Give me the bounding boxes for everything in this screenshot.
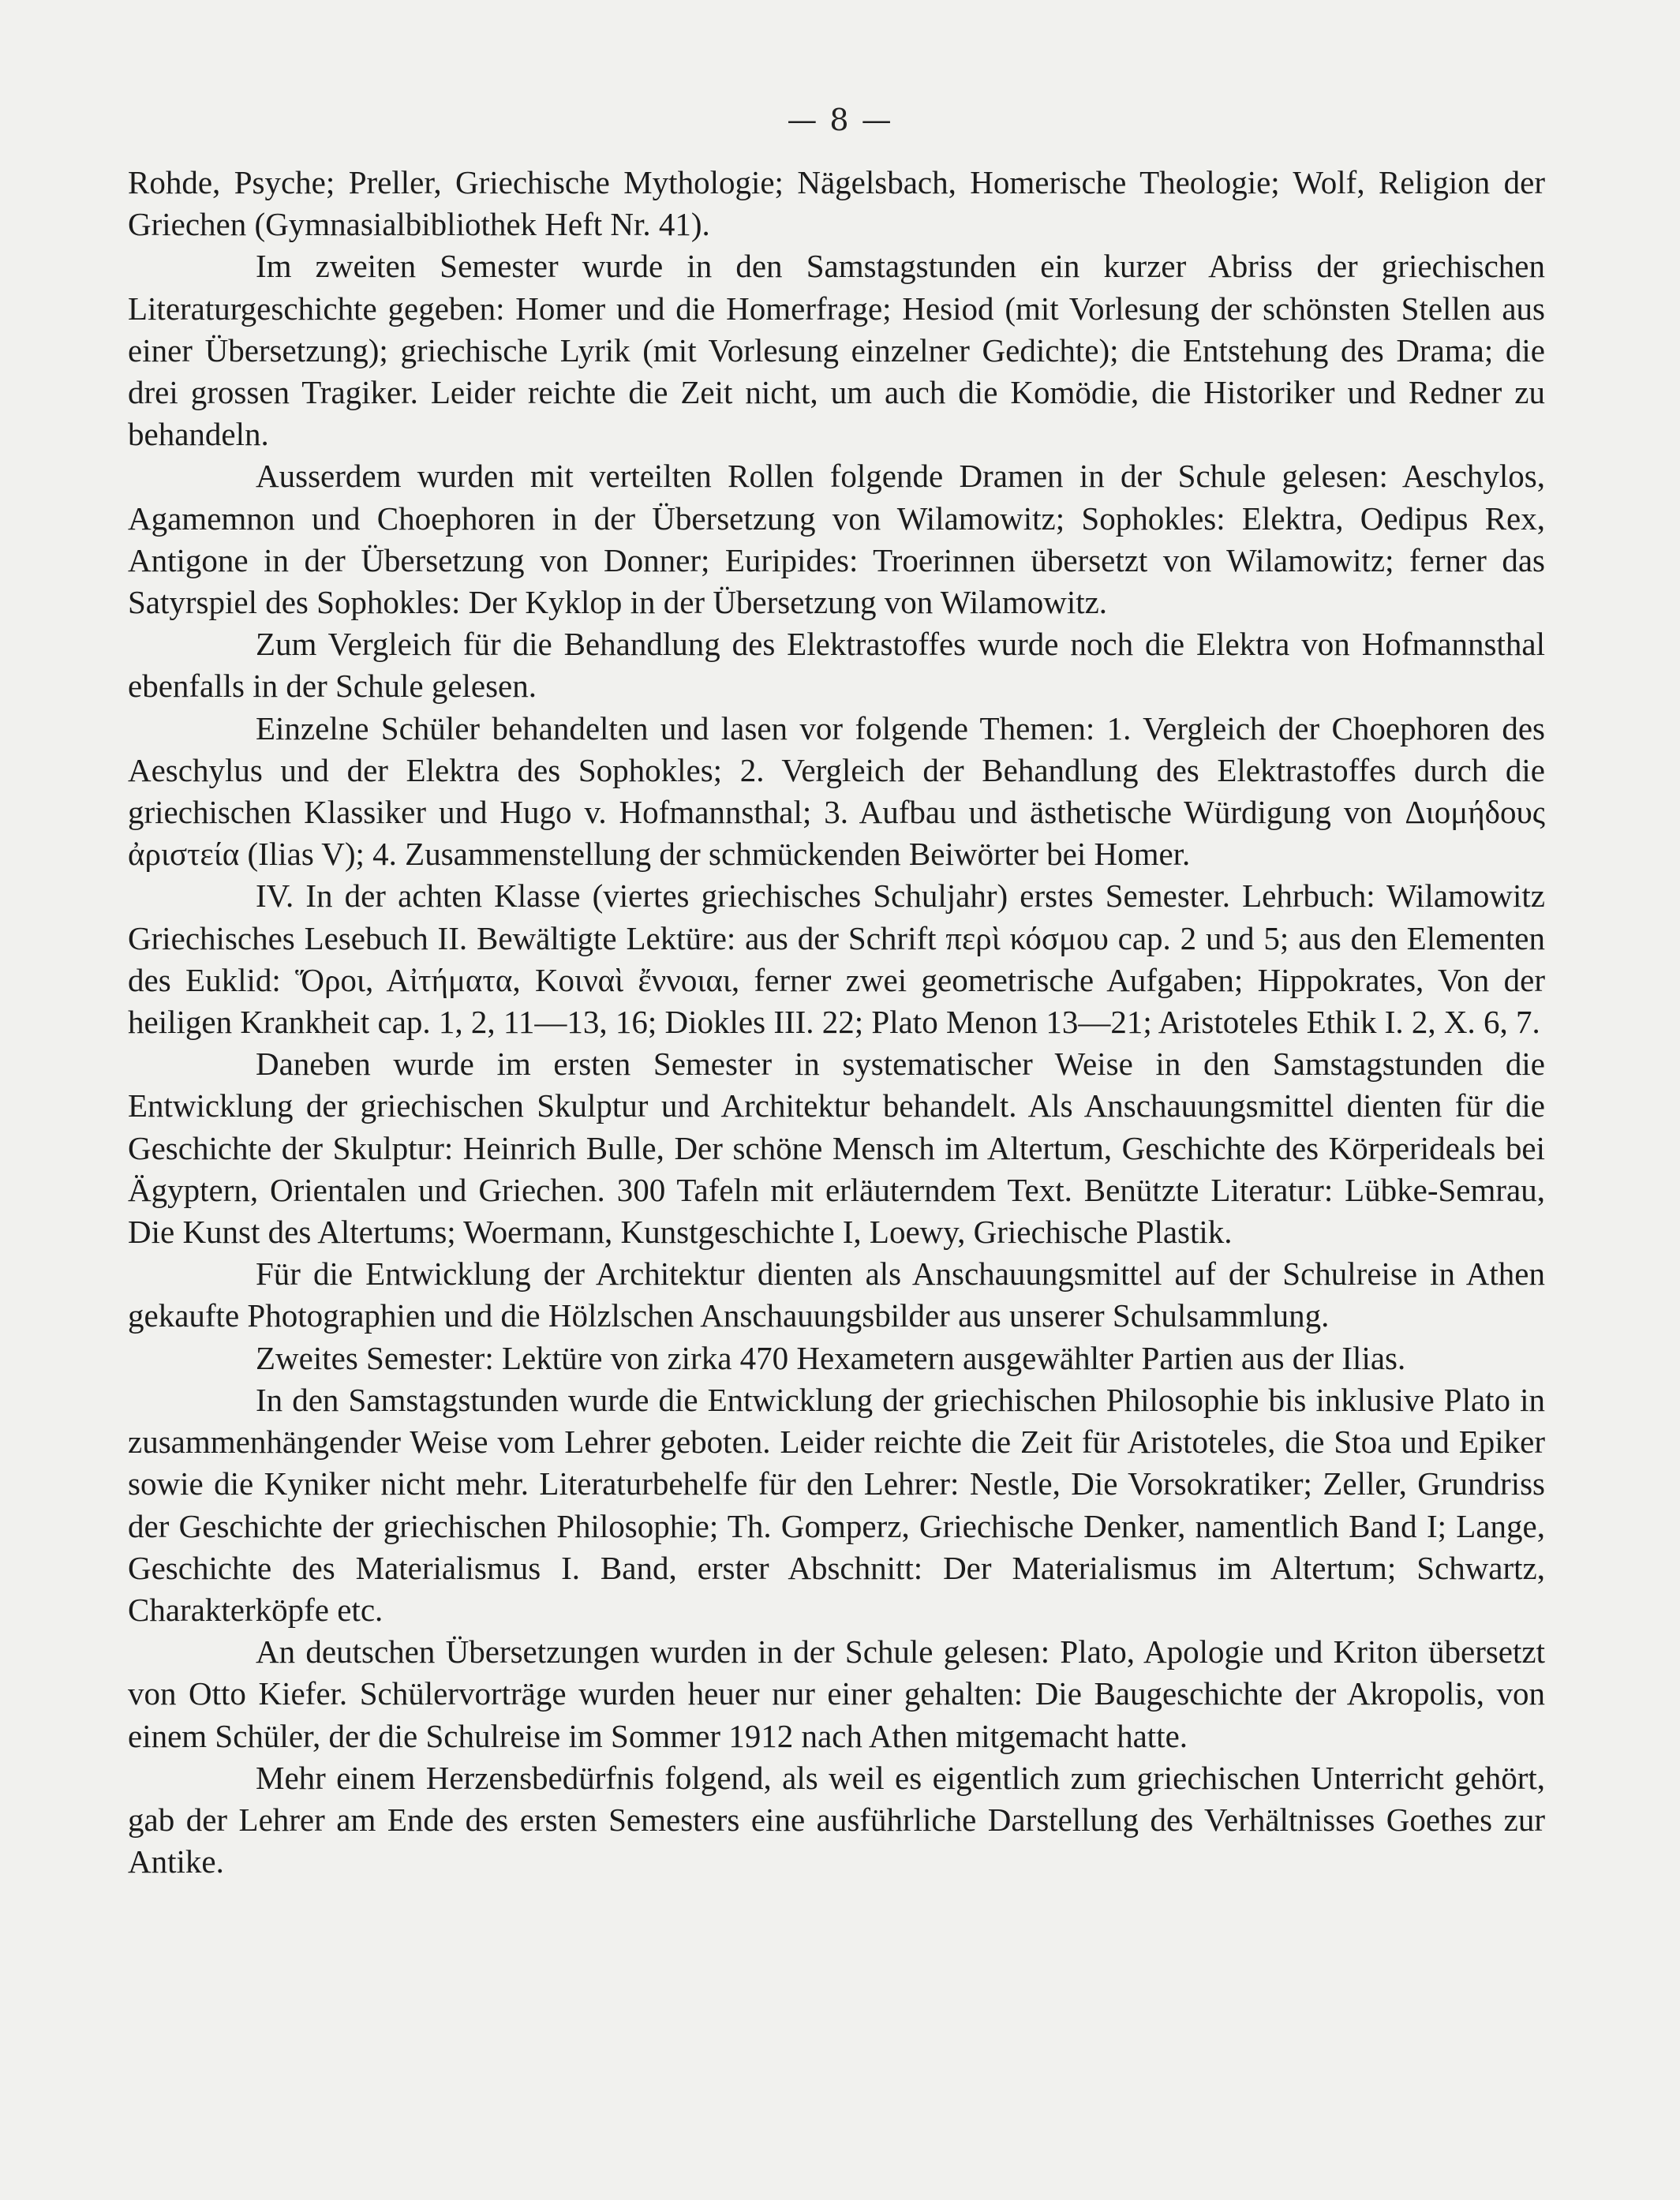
paragraph: Einzelne Schüler behandelten und lasen vor folgende Themen: 1. Vergleich der Choephoren des Aeschylus und der Elektra des Sophokles; 2. Vergleich der Behandlung des Elektrastoffes durch die griechischen Klassiker und Hugo v. Hofmannsthal; 3. Aufbau und ästhetische Würdigung von Διομήδους ἀριστεία (Ilias V); 4. Zusammenstellung der schmückenden Beiwörter bei Homer. [128,709,1545,873]
paragraph: Ausserdem wurden mit verteilten Rollen folgende Dramen in der Schule gelesen: Aeschylos, Agamemnon und Choephoren in der Übersetzung von Wilamowitz; Sophokles: Elektra, Oedipus Rex, Antigone in der Übersetzung von Donner; Euripides: Troerinnen übersetzt von Wilamowitz; ferner das Satyrspiel des Sophokles: Der Kyklop in der Übersetzung von Wilamowitz. [128,458,1545,621]
paragraph: Mehr einem Herzensbedürfnis folgend, als weil es eigentlich zum griechischen Unterricht gehört, gab der Lehrer am Ende des ersten Semesters eine ausführliche Darstellung des Verhältnisses Goethes zur Antike. [128,1759,1545,1880]
paragraph: Im zweiten Semester wurde in den Samstagstunden ein kurzer Abriss der griechischen Literaturgeschichte gegeben: Homer und die Homerfrage; Hesiod (mit Vorlesung der schönsten Stellen aus einer Übersetzung); griechische Lyrik (mit Vorlesung einzelner Gedichte); die Entstehung des Drama; die drei grossen Tragiker. Leider reichte die Zeit nicht, um auch die Komödie, die Historiker und Redner zu behandeln. [128,248,1545,453]
paragraph: Zweites Semester: Lektüre von zirka 470 Hexametern ausgewählter Partien aus der Ilias. [256,1339,1406,1376]
paragraph: Daneben wurde im ersten Semester in systematischer Weise in den Samstagstunden die Entwicklung der griechischen Skulptur und Architektur behandelt. Als Anschauungsmittel dienten für die Geschichte der Skulptur: Heinrich Bulle, Der schöne Mensch im Altertum, Geschichte des Körperideals bei Ägyptern, Orientalen und Griechen. 300 Tafeln mit erläuterndem Text. Benützte Literatur: Lübke-Semrau, Die Kunst des Altertums; Woermann, Kunstgeschichte I, Loewy, Griechische Plastik. [128,1046,1545,1251]
paragraph: Für die Entwicklung der Architektur dienten als Anschauungsmittel auf der Schulreise in Athen gekaufte Photographien und die Hölzlschen Anschauungsbilder aus unserer Schulsammlung. [128,1255,1545,1334]
body-text [128,162,1545,1883]
page-number: — 8 — [787,103,893,137]
paragraph: An deutschen Übersetzungen wurden in der Schule gelesen: Plato, Apologie und Kriton übersetzt von Otto Kiefer. Schülervorträge wurden heuer nur einer gehalten: Die Baugeschichte der Akropolis, von einem Schüler, der die Schulreise im Sommer 1912 nach Athen mitgemacht hatte. [128,1633,1545,1754]
paragraph: Zum Vergleich für die Behandlung des Elektrastoffes wurde noch die Elektra von Hofmannsthal ebenfalls in der Schule gelesen. [128,626,1545,705]
paragraph: IV. In der achten Klasse (viertes griechisches Schuljahr) erstes Semester. Lehrbuch: Wilamowitz Griechisches Lesebuch II. Bewältigte Lektüre: aus der Schrift περὶ κόσμου cap. 2 und 5; aus den Elementen des Euklid: Ὅροι, Αἰτήματα, Κοιναὶ ἔννοιαι, ferner zwei geometrische Aufgaben; Hippokrates, Von der heiligen Krankheit cap. 1, 2, 11—13, 16; Diokles III. 22; Plato Menon 13—21; Aristoteles Ethik I. 2, X. 6, 7. [128,877,1545,1041]
paragraph: In den Samstagstunden wurde die Entwicklung der griechischen Philosophie bis inklusive Plato in zusammenhängender Weise vom Lehrer geboten. Leider reichte die Zeit für Aristoteles, die Stoa und Epiker sowie die Kyniker nicht mehr. Literaturbehelfe für den Lehrer: Nestle, Die Vorsokratiker; Zeller, Grundriss der Geschichte der griechischen Philosophie; Th. Gomperz, Griechische Denker, namentlich Band I; Lange, Geschichte des Materialismus I. Band, erster Abschnitt: Der Materialismus im Altertum; Schwartz, Charakterköpfe etc. [128,1381,1545,1628]
paragraph: Rohde, Psyche; Preller, Griechische Mythologie; Nägelsbach, Homerische Theologie; Wolf, Religion der Griechen (Gymnasialbibliothek Heft Nr. 41). [128,164,1545,243]
